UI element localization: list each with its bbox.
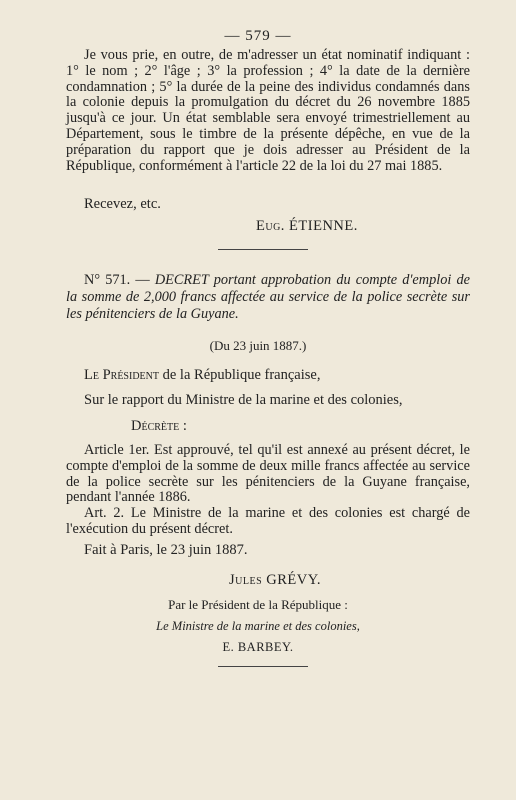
decree-article2: Art. 2. Le Ministre de la marine et des colonies est chargé de l'exécution du présent décret.	[66, 505, 470, 537]
decree-heading-block	[66, 272, 470, 323]
decree-signer: Jules GRÉVY.	[229, 572, 321, 588]
letter-closing: Recevez, etc.	[84, 196, 161, 212]
decree-date: (Du 23 juin 1887.)	[209, 338, 307, 353]
decree-president-line	[84, 367, 320, 384]
divider-rule	[218, 249, 308, 250]
page-number: — 579 —	[224, 28, 292, 44]
end-rule	[218, 666, 308, 667]
decree-rapport: Sur le rapport du Ministre de la marine et des colonies,	[84, 392, 403, 408]
decree-article1: Article 1er. Est approuvé, tel qu'il est annexé au présent décret, le compte d'emploi de la somme de deux mille francs affectée au service de la police secrète sur les pénitenciers de la Guyane française, pendant l'année 1886.	[66, 442, 470, 506]
decree-par-le-president: Par le Président de la République :	[168, 597, 348, 612]
decree-president-label: Le Président	[84, 367, 159, 383]
decree-decrete: Décrète :	[131, 418, 187, 434]
decree-number: N° 571. —	[84, 272, 150, 288]
decree-fait: Fait à Paris, le 23 juin 1887.	[84, 542, 248, 558]
letter-signature: Eug. ÉTIENNE.	[256, 218, 358, 234]
decree-heading: DECRET portant approbation du compte d'emploi de la somme de 2,000 francs affectée au service de la police secrète sur les pénitenciers de la Guyane.	[66, 272, 470, 322]
decree-president-rest: de la République française,	[162, 367, 321, 383]
decree-ministre: Le Ministre de la marine et des colonies,	[156, 619, 360, 633]
letter-paragraph: Je vous prie, en outre, de m'adresser un état nominatif indiquant : 1° le nom ; 2° l'âge ; 3° la profession ; 4° la date de la dernière condamnation ; 5° la durée de la peine des individus condamnés dans la colonie depuis la promulgation du décret du 26 novembre 1885 jusqu'à ce jour. Un état semblable sera envoyé trimestriellement au Département, sous le timbre de la présente dépêche, en vue de la préparation du rapport que je dois adresser au Président de la République, conformément à l'article 22 de la loi du 27 mai 1885.	[66, 47, 470, 174]
decree-minister-name: E. BARBEY.	[222, 640, 294, 654]
